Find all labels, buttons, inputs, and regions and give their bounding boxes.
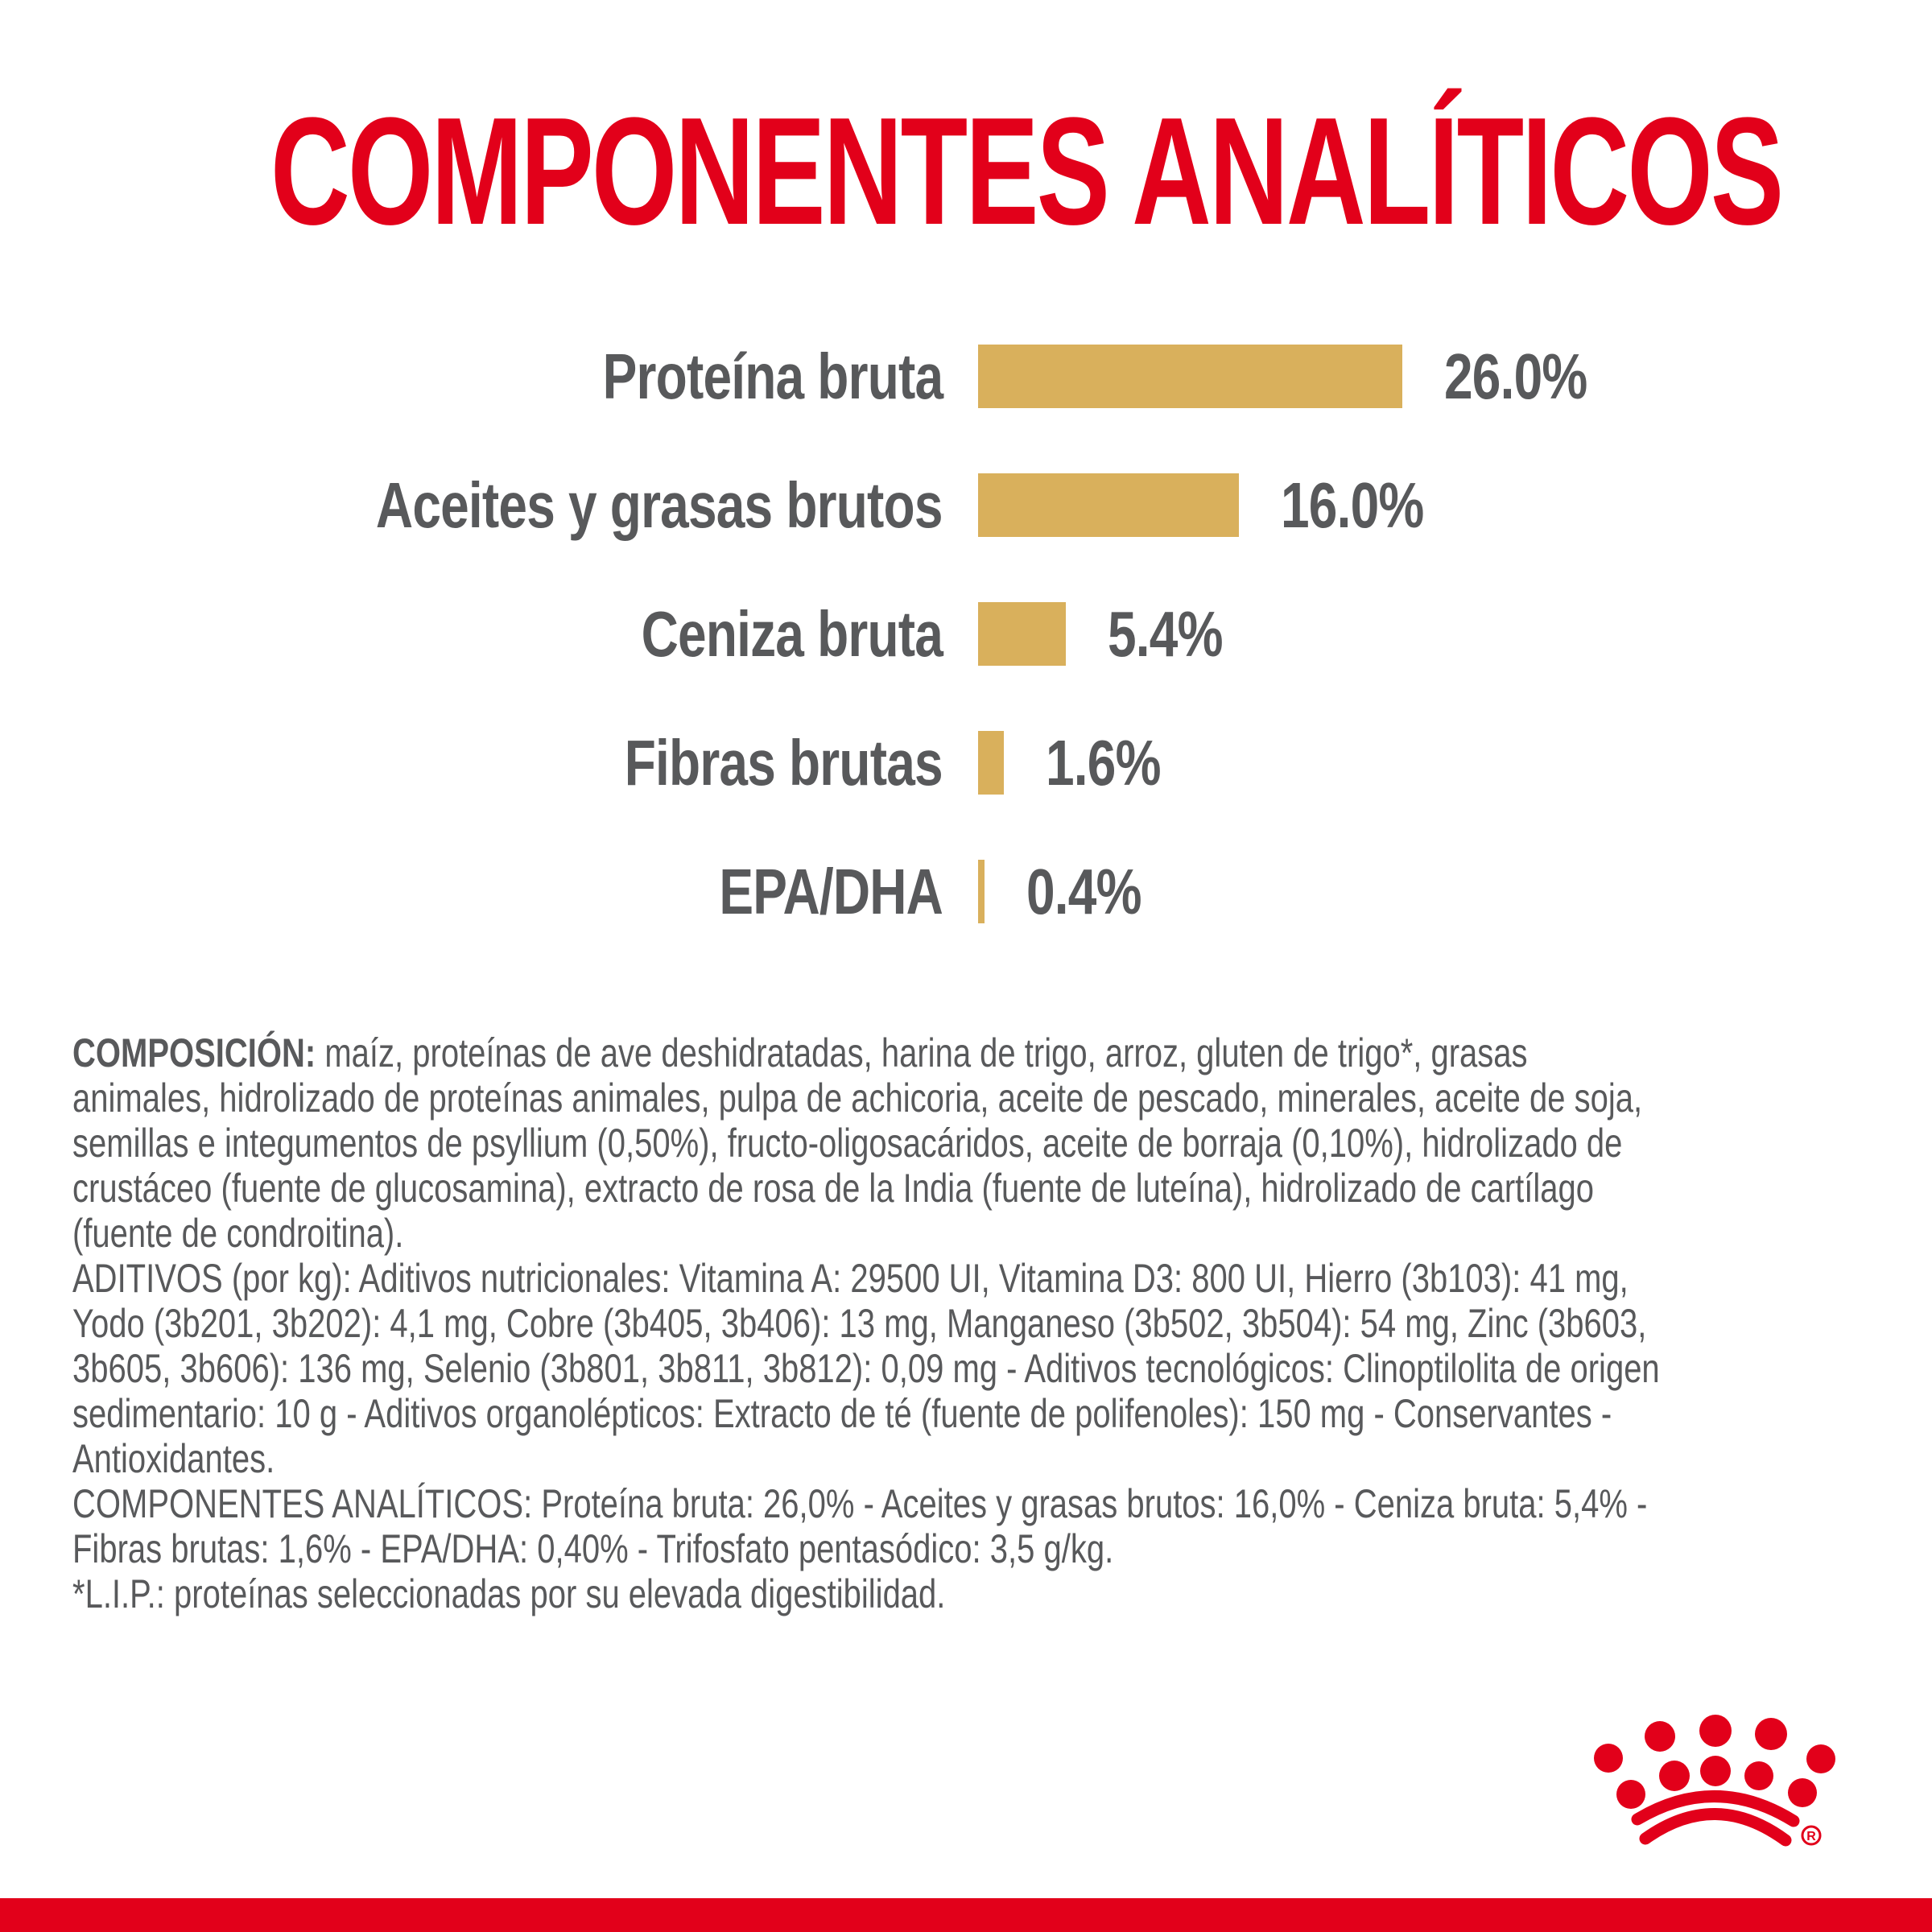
composition-label: COMPOSICIÓN: (72, 1030, 316, 1075)
bar-ceniza-bruta (978, 602, 1066, 666)
additives-line: ADITIVOS (por kg): Aditivos nutricionales: Vitamina A: 29500 UI, Vitamina D3: 800 UI, Hierro (3b103): 41 mg, (72, 1256, 1629, 1301)
ingredients-text-block (72, 1030, 1660, 1616)
analytical-components-line: COMPONENTES ANALÍTICOS: Proteína bruta: 26,0% - Aceites y grasas brutos: 16,0% - Ceniza bruta: 5,4% - (72, 1481, 1648, 1526)
bar-value-ceniza-bruta: 5.4% (1108, 597, 1223, 670)
chart-row (0, 597, 1932, 670)
footer-red-strip (0, 1898, 1932, 1932)
bar-proteina-bruta (978, 345, 1402, 408)
royal-canin-crown-icon (1587, 1713, 1853, 1858)
bar-label-ceniza-bruta: Ceniza bruta (641, 597, 943, 670)
chart-row (0, 726, 1932, 799)
composition-line: COMPOSICIÓN: maíz, proteínas de ave deshidratadas, harina de trigo, arroz, gluten de trigo*, grasas (72, 1030, 1528, 1075)
registered-trademark-icon (1802, 1827, 1820, 1844)
bar-epa-dha (978, 860, 985, 923)
body-line: Antioxidantes. (72, 1436, 275, 1481)
bar-value-aceites-grasas: 16.0% (1281, 469, 1424, 541)
body-line: crustáceo (fuente de glucosamina), extracto de rosa de la India (fuente de luteína), hidrolizado de cartílago (72, 1166, 1595, 1211)
bar-value-epa-dha: 0.4% (1026, 855, 1141, 927)
lip-footnote-line: *L.I.P.: proteínas seleccionadas por su elevada digestibilidad. (72, 1571, 946, 1616)
body-line: Yodo (3b201, 3b202): 4,1 mg, Cobre (3b405, 3b406): 13 mg, Manganeso (3b502, 3b504): 54 mg, Zinc (3b603, (72, 1301, 1647, 1346)
page-title: COMPONENTES ANALÍTICOS (270, 86, 1782, 257)
bar-value-proteina-bruta: 26.0% (1444, 340, 1587, 412)
bar-label-epa-dha: EPA/DHA (719, 855, 943, 927)
body-line: semillas e integumentos de psyllium (0,50%), fructo-oligosacáridos, aceite de borraja (0,10%), hidrolizado de (72, 1121, 1623, 1166)
body-line: animales, hidrolizado de proteínas animales, pulpa de achicoria, aceite de pescado, minerales, aceite de soja, (72, 1075, 1643, 1121)
bar-fibras-brutas (978, 731, 1004, 795)
body-line: 3b605, 3b606): 136 mg, Selenio (3b801, 3b811, 3b812): 0,09 mg - Aditivos tecnológicos: Clinoptilolita de origen (72, 1346, 1660, 1391)
chart-row (0, 469, 1932, 541)
body-line: (fuente de condroitina). (72, 1211, 404, 1256)
bar-aceites-grasas (978, 473, 1239, 537)
analytical-components-bar-chart (0, 340, 1932, 927)
body-line: sedimentario: 10 g - Aditivos organolépticos: Extracto de té (fuente de polifenoles): 150 mg - Conservantes - (72, 1391, 1612, 1436)
body-line: Fibras brutas: 1,6% - EPA/DHA: 0,40% - Trifosfato pentasódico: 3,5 g/kg. (72, 1526, 1114, 1571)
chart-row (0, 340, 1932, 412)
bar-label-fibras-brutas: Fibras brutas (624, 726, 943, 799)
chart-row (0, 855, 1932, 927)
bar-label-proteina-bruta: Proteína bruta (602, 340, 943, 412)
svg-text:R: R (1806, 1830, 1816, 1843)
bar-value-fibras-brutas: 1.6% (1046, 726, 1161, 799)
bar-label-aceites-grasas: Aceites y grasas brutos (376, 469, 943, 541)
